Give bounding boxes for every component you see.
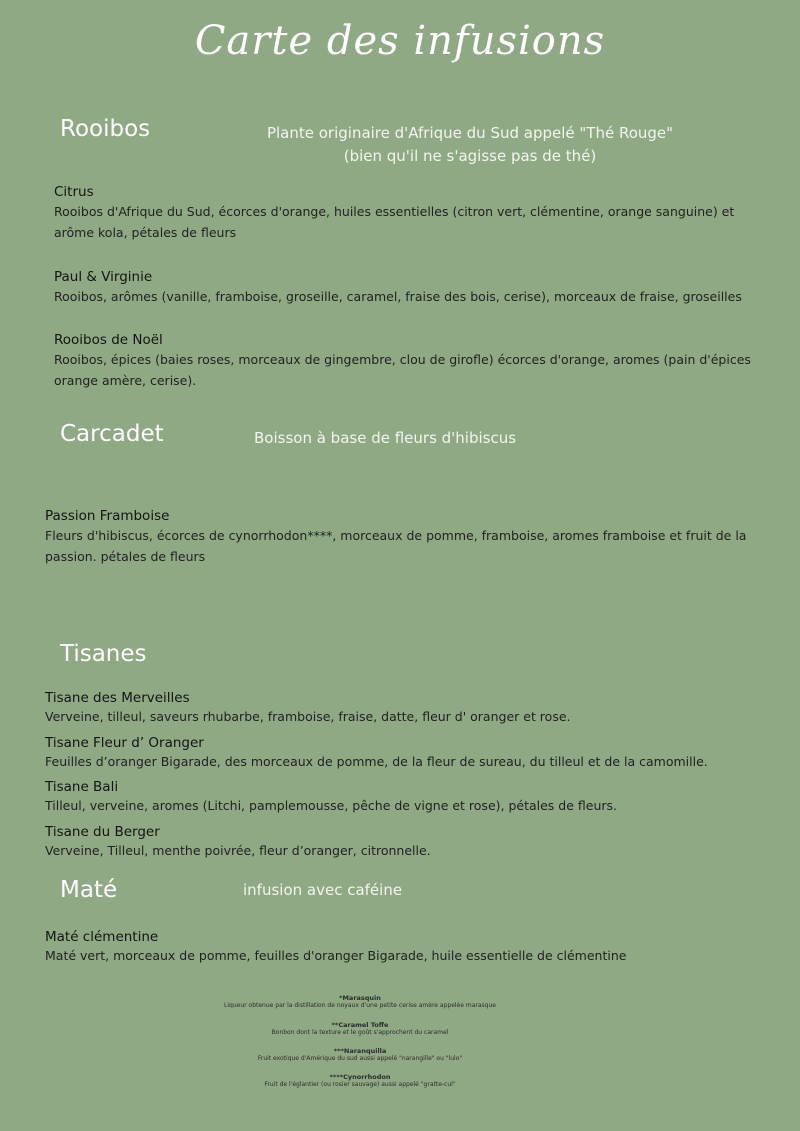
product-passion-framboise [45,508,775,567]
product-description [54,349,774,391]
section-heading-tisanes: Tisanes [60,641,147,667]
footnote-name: **Caramel Toffe [331,1021,389,1029]
footnote-name: ***Naranquilla [333,1047,387,1055]
product-description [54,201,774,243]
product-name: Citrus [54,184,94,200]
section-heading-rooibos: Rooibos [60,116,151,142]
product-tisane-fleur-oranger [45,735,775,772]
footnote-cynorrhodon [0,1073,720,1088]
product-name: Maté clémentine [45,929,159,945]
rooibos-subtitle [240,122,700,168]
page-title: Carte des infusions [194,18,606,64]
product-description [45,525,775,567]
footnote-name: ****Cynorrhodon [329,1073,391,1081]
product-description-line: Rooibos d'Afrique du Sud, écorces d'orange, huiles essentielles (citron vert, clémentine, orange sanguine) et [54,204,735,219]
product-mate-clementine [45,929,775,966]
product-citrus [54,184,774,243]
product-description-line: passion. pétales de fleurs [45,549,206,564]
footnote-marasquin [0,994,720,1009]
product-name: Rooibos de Noël [54,332,163,348]
carcadet-subtitle: Boisson à base de fleurs d'hibiscus [254,429,517,447]
product-name: Tisane du Berger [45,824,160,840]
section-heading-mate: Maté [60,877,118,903]
product-description: Feuilles d’oranger Bigarade, des morceaux de pomme, de la fleur de sureau, du tilleul et de la camomille. [45,754,708,769]
footnote-description: Fruit de l'églantier (ou rosier sauvage) aussi appelé "gratte-cul" [264,1081,456,1088]
product-description-line: Rooibos, arômes (vanille, framboise, groseille, caramel, fraise des bois, cerise), morceaux de fraise, groseilles [54,289,742,304]
section-heading-carcadet: Carcadet [60,421,164,447]
footnote-naranquilla [0,1047,720,1062]
product-description: Tilleul, verveine, aromes (Litchi, pamplemousse, pêche de vigne et rose), pétales de fleurs. [45,798,618,813]
product-description-line: arôme kola, pétales de fleurs [54,225,237,240]
product-name: Tisane Fleur d’ Oranger [45,735,204,751]
product-tisane-berger [45,824,775,861]
rooibos-subtitle-line1: Plante originaire d'Afrique du Sud appelé "Thé Rouge" [266,124,674,142]
product-name: Passion Framboise [45,508,170,524]
product-description: Verveine, tilleul, saveurs rhubarbe, framboise, fraise, datte, fleur d' oranger et rose. [45,709,571,724]
mate-subtitle: infusion avec caféine [243,881,403,899]
footnote-caramel-toffe [0,1021,720,1036]
product-name: Paul & Virginie [54,269,153,285]
rooibos-subtitle-line2: (bien qu'il ne s'agisse pas de thé) [343,147,597,165]
product-tisane-merveilles [45,690,775,727]
product-description-line: Fleurs d'hibiscus, écorces de cynorrhodon****, morceaux de pomme, framboise, aromes framboise et fruit de la [45,528,747,543]
footnote-description: Fruit exotique d'Amérique du sud aussi appelé "narangille" ou "lulo" [257,1055,463,1062]
product-description: Verveine, Tilleul, menthe poivrée, fleur d’oranger, citronnelle. [45,843,431,858]
product-description-line: orange amère, cerise). [54,373,197,388]
product-tisane-bali [45,779,775,816]
product-name: Tisane des Merveilles [45,690,190,706]
product-rooibos-noel [54,332,774,391]
product-paul-virginie [54,269,774,307]
product-description: Maté vert, morceaux de pomme, feuilles d'oranger Bigarade, huile essentielle de clémentine [45,948,627,963]
footnote-description: Bonbon dont la texture et le goût s'approchent du caramel [271,1029,449,1036]
product-description-line: Rooibos, épices (baies roses, morceaux de gingembre, clou de girofle) écorces d'orange, aromes (pain d'épices [54,352,751,367]
footnote-description: Liqueur obtenue par la distillation de noyaux d'une petite cerise amère appelée marasque [224,1002,496,1009]
footnote-name: *Marasquin [339,994,381,1002]
product-name: Tisane Bali [45,779,119,795]
product-description [54,286,774,307]
